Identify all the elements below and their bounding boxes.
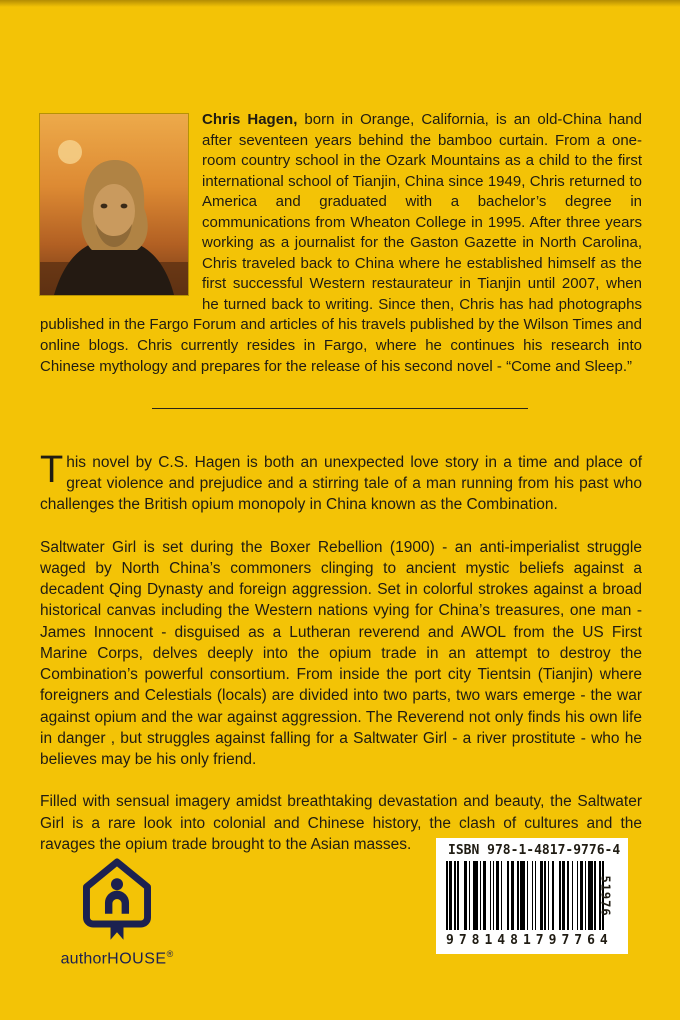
publisher-name-upper: HOUSE [107, 950, 167, 967]
synopsis-paragraph-1-text: his novel by C.S. Hagen is both an unexpected love story in a time and place of great violence and prejudice and a stirring tale of a man running from his past who challenges the British opium monopoly in China known as the Combination. [40, 454, 642, 514]
barcode-addon-number: 51976 [598, 874, 613, 917]
registered-trademark-symbol: ® [166, 948, 174, 959]
top-edge-shadow [0, 0, 680, 7]
author-name: Chris Hagen, [202, 111, 298, 128]
barcode-number: 9781481797764 [446, 933, 613, 948]
author-photo [40, 114, 188, 295]
publisher-name [52, 949, 182, 968]
publisher-name-lower: author [60, 950, 108, 967]
isbn-label: ISBN 978-1-4817-9776-4 [448, 843, 621, 858]
dropcap-initial: T [40, 449, 64, 491]
author-bio-section [40, 110, 642, 377]
section-divider [152, 408, 528, 409]
isbn-barcode [436, 838, 628, 954]
barcode-bars [446, 861, 606, 930]
synopsis-section [40, 449, 642, 876]
author-bio-body: born in Orange, California, is an old-China hand after seventeen years behind the bamboo curtain. From a one-room country school in the Ozark Mountains as a child to the first international school of Tianjin, China since 1949, Chris returned to America and graduated with a bachelor’s degree in communications from Wheaton College in 1995. After three years working as a journalist for the Gaston Gazette in North Carolina, Chris traveled back to China where he established himself as the first successful Western restaurateur in Tianjin until 2007, when he turned back to writing. Since then, Chris has had photographs published in the Fargo Forum and articles of his travels published by the Wilson Times and online blogs. Chris currently resides in Fargo, where he continues his research into Chinese mythology and prepares for the release of his second novel - “Come and Sleep.” [40, 111, 642, 375]
synopsis-paragraph-2: Saltwater Girl is set during the Boxer Rebellion (1900) - an anti-imperialist struggle waged by North China’s commoners clinging to ancient mystic beliefs against a decadent Qing Dynasty and foreign aggression. Set in colorful strokes against a broad historical canvas including the Western nations vying for China’s treasures, one man - James Innocent - disguised as a Lutheran reverend and AWOL from the US First Marine Corps, delves deeply into the opium trade in an attempt to destroy the Combination’s powerful consortium. From inside the port city Tientsin (Tianjin) where foreigners and Celestials (locals) are divided into two parts, two wars emerge - the war against opium and the war against aggression. The Reverend not only finds his own life in danger , but struggles against falling for a Saltwater Girl - a river prostitute - who he believes may be his only friend. [40, 538, 642, 769]
barcode-bars-row [446, 861, 613, 930]
publisher-logo [52, 856, 182, 968]
synopsis-paragraph-3: Filled with sensual imagery amidst breathtaking devastation and beauty, the Saltwater Girl is a rare look into colonial and Chinese history, the clash of cultures and the ravages the opium trade brought to the Asian masses. [40, 793, 642, 853]
author-portrait-illustration [40, 114, 188, 295]
synopsis-paragraph-1 [40, 449, 642, 516]
authorhouse-house-icon [80, 856, 154, 942]
